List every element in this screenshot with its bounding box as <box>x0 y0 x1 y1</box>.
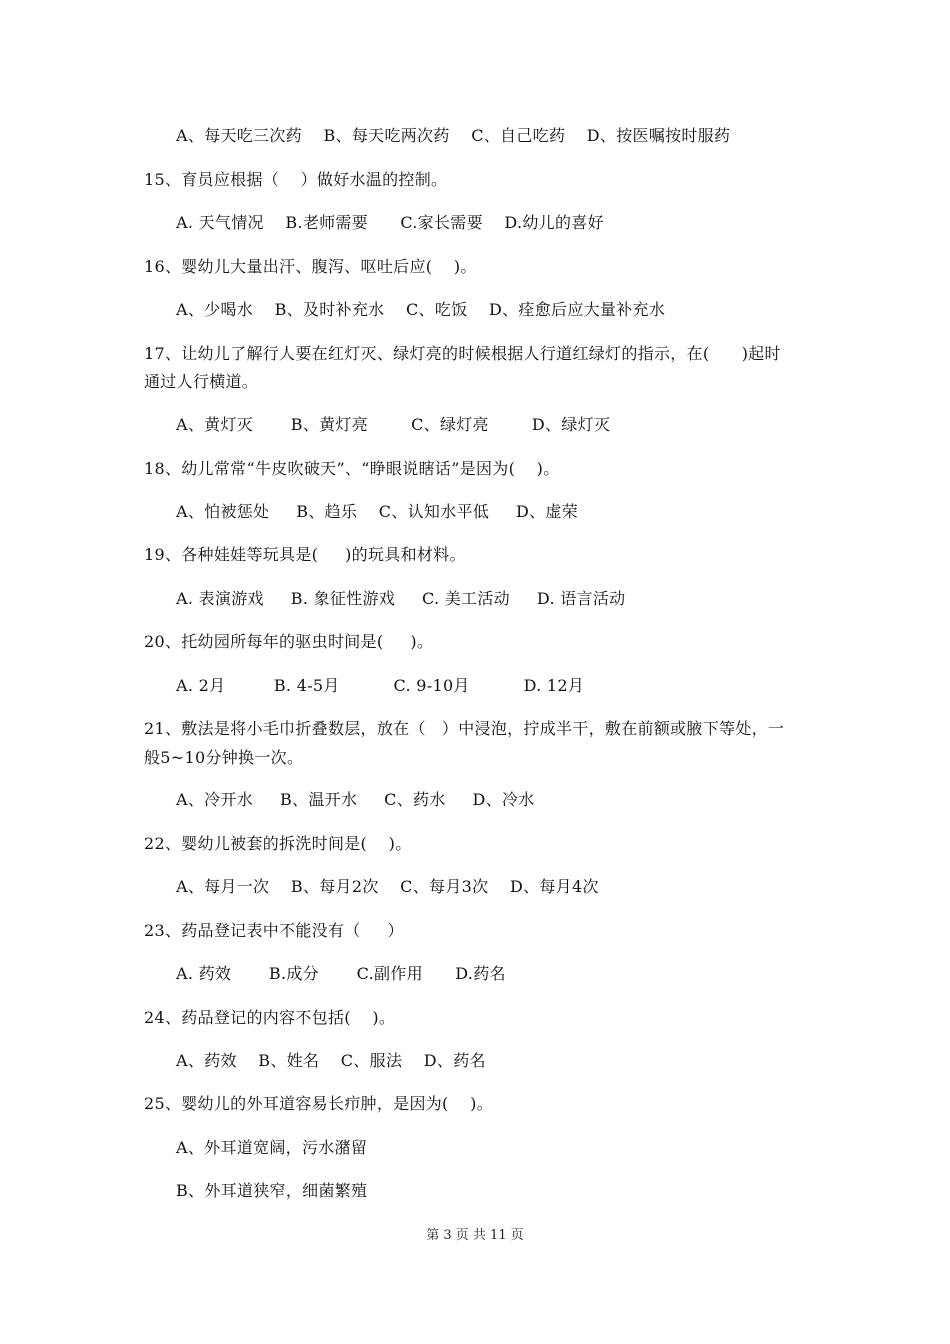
q24-stem: 24、药品登记的内容不包括( )。 <box>144 1008 396 1027</box>
q23-stem: 23、药品登记表中不能没有（ ） <box>144 921 404 940</box>
q14-options: A、每天吃三次药 B、每天吃两次药 C、自己吃药 D、按医嘱按时服药 <box>176 126 731 145</box>
q17-options: A、黄灯灭 B、黄灯亮 C、绿灯亮 D、绿灯灭 <box>176 415 611 434</box>
q19-options: A. 表演游戏 B. 象征性游戏 C. 美工活动 D. 语言活动 <box>176 589 626 608</box>
q15-stem: 15、育员应根据（ ）做好水温的控制。 <box>144 170 448 189</box>
q18-options: A、怕被惩处 B、趋乐 C、认知水平低 D、虚荣 <box>176 502 579 521</box>
q16-options: A、少喝水 B、及时补充水 C、吃饭 D、痊愈后应大量补充水 <box>176 300 666 319</box>
q17-stem-line-2: 通过人行横道。 <box>144 372 259 391</box>
q23-options: A. 药效 B.成分 C.副作用 D.药名 <box>176 964 506 983</box>
q25-option-b: B、外耳道狭窄，细菌繁殖 <box>176 1181 368 1200</box>
q19-stem: 19、各种娃娃等玩具是( )的玩具和材料。 <box>144 545 466 564</box>
page-number-footer: 第 3 页 共 11 页 <box>426 1228 524 1243</box>
q25-option-a: A、外耳道宽阔，污水潴留 <box>176 1138 368 1157</box>
q24-options: A、药效 B、姓名 C、服法 D、药名 <box>176 1051 486 1070</box>
q20-options: A. 2月 B. 4-5月 C. 9-10月 D. 12月 <box>176 676 585 695</box>
q17-stem-line-1: 17、让幼儿了解行人要在红灯灭、绿灯亮的时候根据人行道红绿灯的指示，在( )起时 <box>144 344 781 363</box>
q18-stem: 18、幼儿常常“牛皮吹破天”、“睁眼说瞎话”是因为( )。 <box>144 459 560 478</box>
q21-stem-line-1: 21、敷法是将小毛巾折叠数层，放在（ ）中浸泡，拧成半干，敷在前额或腋下等处，一 <box>144 719 785 738</box>
q16-stem: 16、婴幼儿大量出汗、腹泻、呕吐后应( )。 <box>144 257 477 276</box>
q22-stem: 22、婴幼儿被套的拆洗时间是( )。 <box>144 834 412 853</box>
q21-options: A、冷开水 B、温开水 C、药水 D、冷水 <box>176 790 535 809</box>
q15-options: A. 天气情况 B.老师需要 C.家长需要 D.幼儿的喜好 <box>176 213 604 232</box>
q20-stem: 20、托幼园所每年的驱虫时间是( )。 <box>144 632 434 651</box>
q25-stem: 25、婴幼儿的外耳道容易长疖肿，是因为( )。 <box>144 1094 493 1113</box>
q22-options: A、每月一次 B、每月2次 C、每月3次 D、每月4次 <box>176 877 599 896</box>
q21-stem-line-2: 般5~10分钟换一次。 <box>144 748 304 767</box>
